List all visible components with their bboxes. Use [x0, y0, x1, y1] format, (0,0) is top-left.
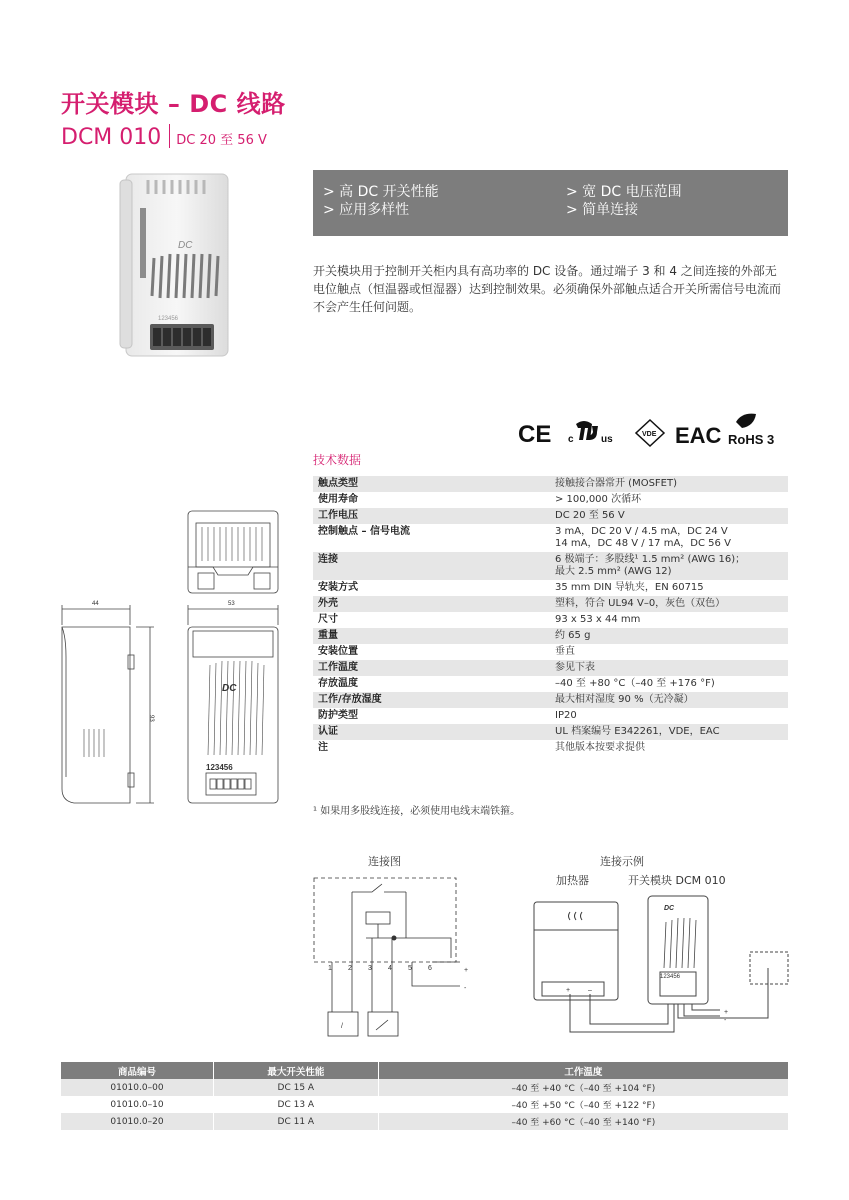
spec-value: 3 mA，DC 20 V / 4.5 mA，DC 24 V 14 mA，DC 48 V / 17 mA，DC 56 V [555, 526, 731, 549]
spec-row [313, 552, 788, 580]
spec-key: 安装位置 [318, 646, 358, 657]
spec-heading: 技术数据 [313, 453, 362, 467]
connection-example-diagram [528, 888, 793, 1038]
spec-key: 安装方式 [318, 582, 358, 593]
models-header: 工作温度 [378, 1062, 788, 1079]
spec-key: 外壳 [313, 596, 550, 612]
page-title: 开关模块 – DC 线路 [61, 90, 286, 118]
spec-key: 注 [318, 742, 328, 753]
spec-value: –40 至 +80 °C（–40 至 +176 °F) [555, 678, 715, 689]
spec-row [313, 692, 788, 708]
feature-item: > 高 DC 开关性能 [323, 184, 439, 200]
example-minus: - [724, 1017, 727, 1024]
dcm-label: 开关模块 DCM 010 [628, 874, 726, 887]
svg-text:c: c [568, 434, 574, 445]
svg-text:VDE: VDE [642, 431, 657, 438]
terminal-number: 4 [388, 965, 392, 972]
dim-width: 53 [228, 601, 235, 607]
heater-label: 加热器 [556, 874, 589, 887]
spec-key: 重量 [313, 628, 550, 644]
photo-terminal-numbers: 123456 [158, 316, 179, 322]
spec-value: IP20 [555, 710, 577, 721]
table-cell: 01010.0–00 [61, 1079, 213, 1096]
spec-value: DC 20 至 56 V [550, 508, 788, 524]
spec-value: > 100,000 次循环 [555, 494, 642, 505]
spec-value: 约 65 g [550, 628, 788, 644]
spec-value: 93 x 53 x 44 mm [555, 614, 641, 625]
spec-key: 存放温度 [318, 678, 358, 689]
spec-row [313, 724, 788, 740]
spec-row [313, 612, 788, 628]
spec-value: 其他版本按要求提供 [555, 742, 645, 753]
table-cell: DC 15 A [213, 1079, 378, 1096]
ce-mark: CE [518, 421, 552, 448]
ur-mark [568, 421, 613, 445]
dim-height: 93 [148, 715, 154, 722]
spec-key: 工作温度 [313, 660, 550, 676]
table-cell: –40 至 +50 °C（–40 至 +122 °F) [378, 1096, 788, 1113]
feature-item: > 简单连接 [566, 202, 639, 218]
dim-depth: 44 [92, 601, 99, 607]
models-header: 商品编号 [61, 1062, 213, 1079]
rohs-mark [728, 414, 774, 447]
model-name: DCM 010 [61, 125, 162, 150]
terminal-number: 5 [408, 965, 412, 972]
example-dc-tag: DC [664, 905, 675, 912]
model-divider [169, 124, 170, 148]
spec-key: 工作电压 [313, 508, 550, 524]
certification-logos [518, 412, 788, 452]
spec-row [313, 644, 788, 660]
svg-text:us: us [601, 434, 613, 445]
table-row [61, 1113, 788, 1130]
spec-row [313, 596, 788, 612]
spec-value: 参见下表 [550, 660, 788, 676]
spec-value: 塑料，符合 UL94 V–0，灰色（双色） [550, 596, 788, 612]
minus-label: - [464, 985, 467, 992]
spec-key: 防护类型 [318, 710, 358, 721]
spec-key: 控制触点 – 信号电流 [318, 526, 410, 537]
vde-mark [636, 420, 664, 446]
model-heading [61, 124, 267, 150]
model-voltage: DC 20 至 56 V [176, 133, 267, 148]
dim-terminals: 123456 [206, 763, 233, 772]
spec-row [313, 524, 788, 552]
spec-value: 接触接合器常开 (MOSFET) [550, 476, 788, 492]
wiring-diagram [308, 872, 483, 1044]
intro-paragraph: 开关模块用于控制开关柜内具有高功率的 DC 设备。通过端子 3 和 4 之间连接的外部无电位触点（恒温器或恒湿器）达到控制效果。必须确保外部触点适合开关所需信号电流而不会产生任何问题。 [313, 264, 782, 314]
spec-value: 35 mm DIN 导轨夹，EN 60715 [555, 582, 704, 593]
spec-key: 使用寿命 [318, 494, 358, 505]
feature-item: > 宽 DC 电压范围 [566, 184, 682, 200]
dimension-drawing [58, 505, 288, 815]
spec-value: UL 档案编号 E342261，VDE，EAC [550, 724, 788, 740]
spec-row [313, 740, 788, 756]
spec-row [313, 676, 788, 692]
example-diagram-label: 连接示例 [600, 855, 644, 868]
feature-bar [313, 170, 788, 236]
eac-mark: EAC [675, 423, 722, 448]
spec-key: 触点类型 [313, 476, 550, 492]
product-photo [118, 168, 238, 363]
terminal-number: 2 [348, 965, 352, 972]
table-row [61, 1096, 788, 1113]
spec-value: 垂直 [555, 646, 575, 657]
spec-row [313, 660, 788, 676]
example-terminals: 123456 [660, 974, 681, 980]
spec-value: 最大相对湿度 90 %（无冷凝） [550, 692, 788, 708]
junction-dot [392, 936, 397, 941]
plus-label: + [464, 967, 469, 974]
spec-key: 连接 [313, 552, 550, 580]
svg-text:RoHS 3: RoHS 3 [728, 432, 775, 447]
feature-item: > 应用多样性 [323, 202, 410, 218]
heater-minus: – [588, 987, 592, 994]
models-table [61, 1062, 788, 1130]
spec-row [313, 580, 788, 596]
spec-key: 认证 [313, 724, 550, 740]
load-symbol: / [341, 1023, 343, 1030]
spec-key: 尺寸 [318, 614, 338, 625]
spec-key: 工作/存放湿度 [313, 692, 550, 708]
spec-row [313, 628, 788, 644]
terminal-number: 6 [428, 965, 432, 972]
dim-dc-label: DC [222, 683, 237, 694]
table-cell: –40 至 +60 °C（–40 至 +140 °F) [378, 1113, 788, 1130]
terminal-number: 3 [368, 965, 372, 972]
table-cell: DC 11 A [213, 1113, 378, 1130]
heater-plus: + [566, 987, 571, 994]
photo-dc-label: DC [178, 240, 193, 251]
table-cell: DC 13 A [213, 1096, 378, 1113]
spec-row [313, 508, 788, 524]
spec-value: 6 极端子：多股线¹ 1.5 mm² (AWG 16)； 最大 2.5 mm² (AWG 12) [550, 552, 788, 580]
footnote: ¹ 如果用多股线连接，必须使用电线末端铁箍。 [313, 806, 521, 817]
table-cell: 01010.0–20 [61, 1113, 213, 1130]
models-header: 最大开关性能 [213, 1062, 378, 1079]
spec-row [313, 708, 788, 724]
spec-row [313, 492, 788, 508]
wiring-diagram-label: 连接图 [368, 855, 401, 868]
example-plus: + [724, 1009, 729, 1016]
spec-table [313, 476, 788, 756]
table-row [61, 1079, 788, 1096]
table-cell: –40 至 +40 °C（–40 至 +104 °F) [378, 1079, 788, 1096]
terminal-number: 1 [328, 965, 332, 972]
spec-row [313, 476, 788, 492]
table-cell: 01010.0–10 [110, 1099, 164, 1110]
